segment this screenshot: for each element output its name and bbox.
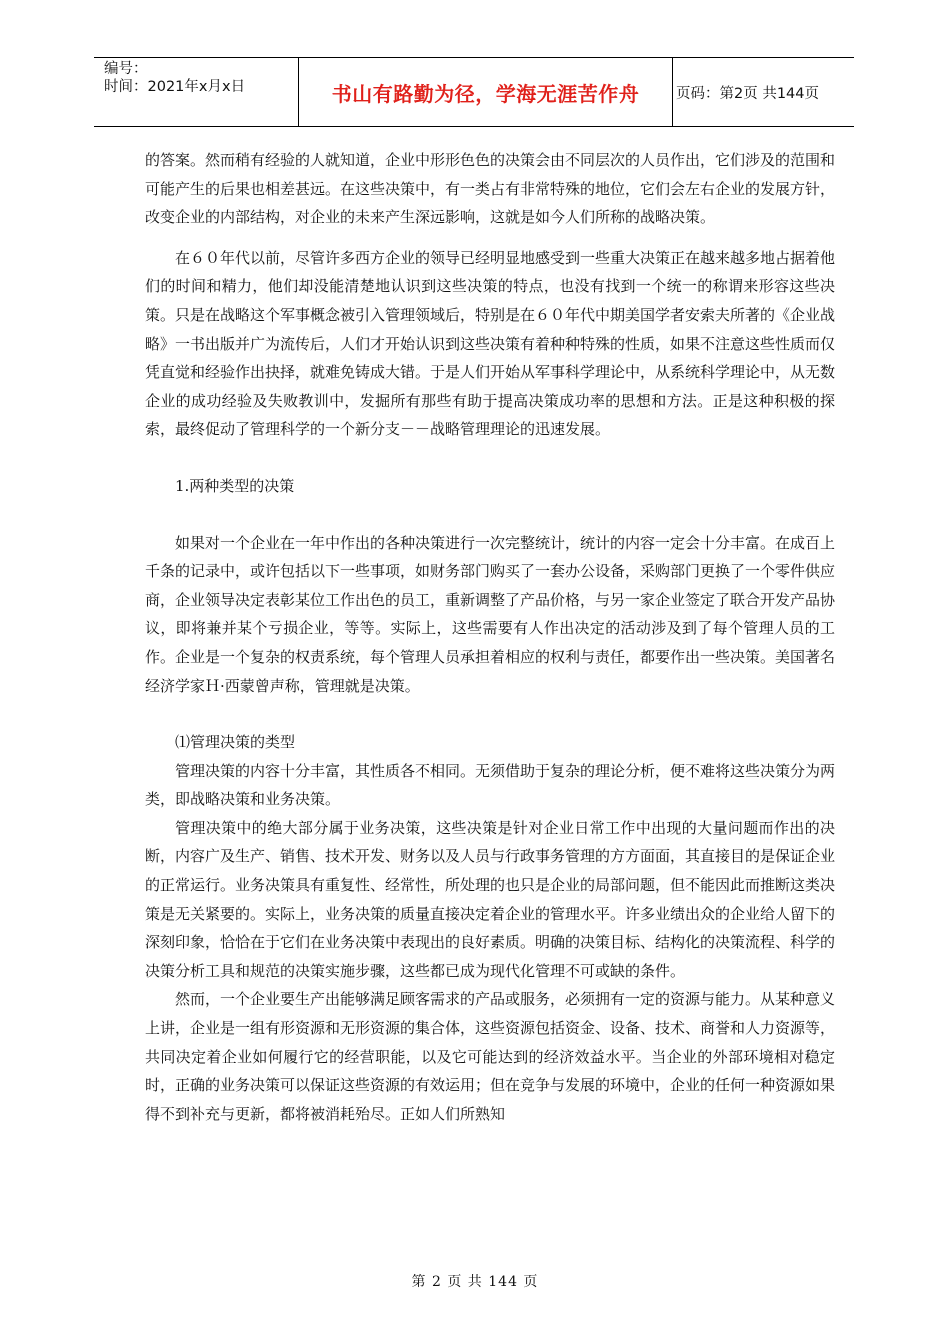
subsection-heading: ⑴管理决策的类型 [175, 733, 296, 752]
paragraph: 管理决策的内容十分丰富，其性质各不相同。无须借助于复杂的理论分析，便不难将这些决策分为两类，即战略决策和业务决策。 [145, 761, 836, 809]
header-motto: 书山有路勤为径，学海无涯苦作舟 [331, 81, 640, 106]
paragraph: 然而，一个企业要生产出能够满足顾客需求的产品或服务，必须拥有一定的资源与能力。从某种意义上讲，企业是一组有形资源和无形资源的集合体，这些资源包括资金、设备、技术、商誉和人力资源等，共同决定着企业如何履行它的经营职能，以及它可能达到的经济效益水平。当企业的外部环境相对稳定时，正确的业务决策可以保证这些资源的有效运用；但在竞争与发展的环境中，企业的任何一种资源如果得不到补充与更新，都将被消耗殆尽。正如人们所熟知 [145, 990, 836, 1123]
header-divider [672, 58, 673, 126]
page-footer: 第 2 页 共 144 页 [411, 1274, 539, 1290]
document-number-label: 编号： [104, 61, 148, 77]
header-page-info: 页码：第2页 共144页 [676, 85, 820, 102]
paragraph: 如果对一个企业在一年中作出的各种决策进行一次完整统计，统计的内容一定会十分丰富。在成百上千条的记录中，或许包括以下一些事项，如财务部门购买了一套办公设备，采购部门更换了一个零件供应商，企业领导决定表彰某位工作出色的员工，重新调整了产品价格，与另一家企业签定了联合开发产品协议，即将兼并某个亏损企业，等等。实际上，这些需要有人作出决定的活动涉及到了每个管理人员的工作。企业是一个复杂的权责系统，每个管理人员承担着相应的权利与责任，都要作出一些决策。美国著名经济学家Ｈ·西蒙曾声称，管理就是决策。 [145, 533, 836, 695]
header-meta [104, 60, 296, 96]
document-time-label: 时间：2021年x月x日 [104, 79, 246, 95]
document-body [145, 146, 835, 1128]
page-header [94, 57, 854, 127]
paragraph: 管理决策中的绝大部分属于业务决策，这些决策是针对企业日常工作中出现的大量问题而作出的决断，内容广及生产、销售、技术开发、财务以及人员与行政事务管理的方方面面，其直接目的是保证企业的正常运行。业务决策具有重复性、经常性，所处理的也只是企业的局部问题，但不能因此而推断这类决策是无关紧要的。实际上，业务决策的质量直接决定着企业的管理水平。许多业绩出众的企业给人留下的深刻印象，恰恰在于它们在业务决策中表现出的良好素质。明确的决策目标、结构化的决策流程、科学的决策分析工具和规范的决策实施步骤，这些都已成为现代化管理不可或缺的条件。 [145, 818, 836, 980]
paragraph: 的答案。然而稍有经验的人就知道，企业中形形色色的决策会由不同层次的人员作出，它们涉及的范围和可能产生的后果也相差甚远。在这些决策中，有一类占有非常特殊的地位，它们会左右企业的发展方针，改变企业的内部结构，对企业的未来产生深远影响，这就是如今人们所称的战略决策。 [145, 151, 836, 227]
paragraph: 在６０年代以前，尽管许多西方企业的领导已经明显地感受到一些重大决策正在越来越多地占据着他们的时间和精力，他们却没能清楚地认识到这些决策的特点，也没有找到一个统一的称谓来形容这些决策。只是在战略这个军事概念被引入管理领域后，特别是在６０年代中期美国学者安索夫所著的《企业战略》一书出版并广为流传后，人们才开始认识到这些决策有着种种特殊的性质，如果不注意这些性质而仅凭直觉和经验作出抉择，就难免铸成大错。于是人们开始从军事科学理论中，从系统科学理论中，从无数企业的成功经验及失败教训中，发掘所有那些有助于提高决策成功率的思想和方法。正是这种积极的探索，最终促动了管理科学的一个新分支－－战略管理理论的迅速发展。 [145, 248, 836, 439]
section-heading: 1.两种类型的决策 [175, 476, 295, 495]
